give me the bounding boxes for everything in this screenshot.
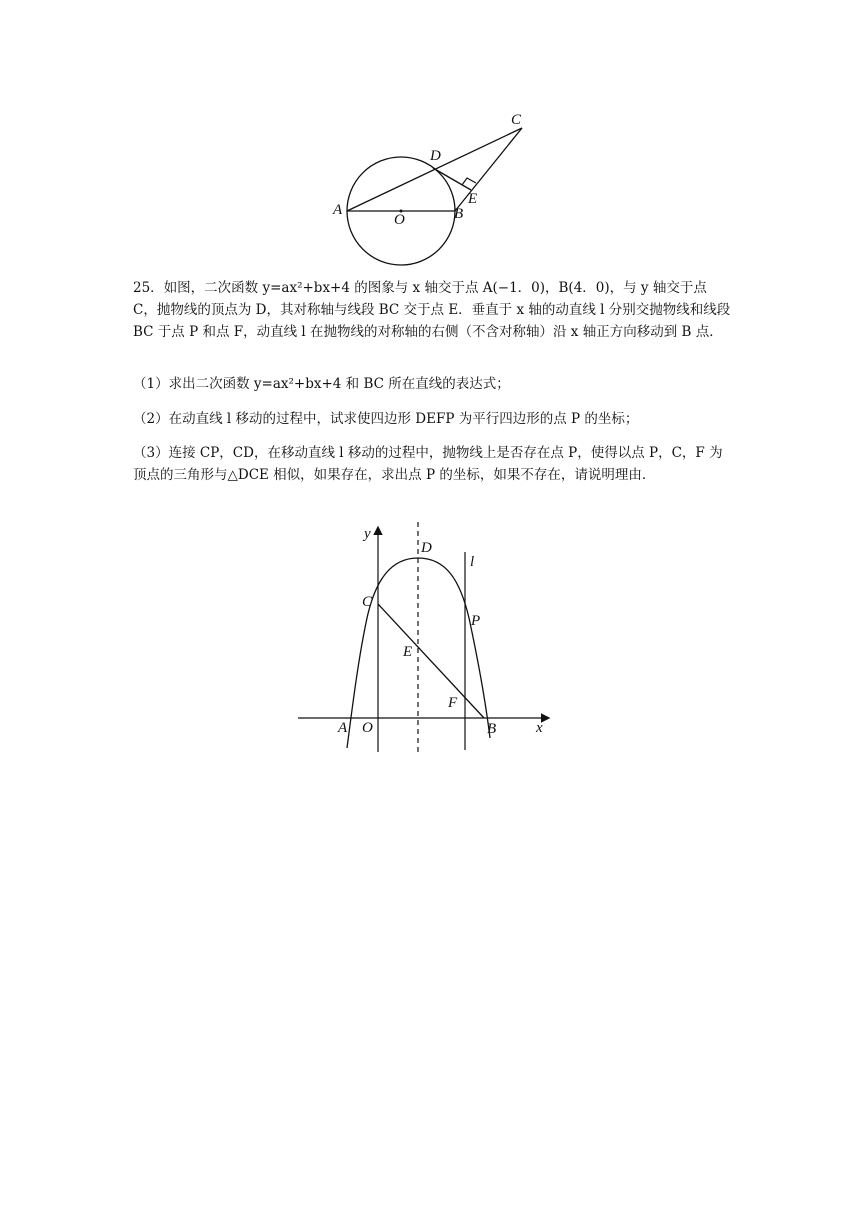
label-y: y — [364, 526, 371, 542]
label-a: A — [338, 720, 348, 736]
segment-bc — [378, 604, 484, 718]
label-o: O — [394, 212, 405, 228]
label-f: F — [448, 695, 458, 711]
parabola-figure — [0, 510, 865, 770]
question-1-text: （1）求出二次函数 y=ax²+bx+4 和 BC 所在直线的表达式； — [133, 376, 510, 392]
label-e: E — [468, 191, 478, 207]
label-b: B — [454, 206, 464, 222]
problem-body: 如图，二次函数 y=ax²+bx+4 的图象与 x 轴交于点 A(−1．0)，B(4．0)，与 y 轴交于点 C，抛物线的顶点为 D，其对称轴与线段 BC 交于点 E．垂直于 x 轴的动直线 l 分别交抛物线和线段 BC 于点 P 和点 F，动直线 l 在抛物线的对称轴的右侧（不含对称轴）沿 x 轴正方向移动到 B 点． — [133, 280, 731, 340]
question-1 — [133, 373, 733, 395]
label-l: l — [470, 554, 475, 570]
label-b: B — [487, 721, 497, 737]
label-o: O — [362, 720, 373, 736]
question-2-text: （2）在动直线 l 移动的过程中，试求使四边形 DEFP 为平行四边形的点 P 的坐标； — [133, 411, 639, 427]
label-x: x — [536, 720, 543, 736]
problem-number: 25． — [133, 280, 164, 296]
question-3-text: （3）连接 CP，CD，在移动直线 l 移动的过程中，抛物线上是否存在点 P，使得以点 P，C，F 为顶点的三角形与△DCE 相似，如果存在，求出点 P 的坐标，如果不存在，请说明理由． — [133, 445, 723, 483]
circle-figure — [0, 0, 865, 270]
right-angle-mark — [462, 178, 476, 185]
label-c: C — [362, 594, 373, 610]
label-p: P — [471, 613, 481, 629]
problem-statement — [133, 277, 733, 343]
label-a: A — [333, 202, 343, 218]
label-d: D — [421, 540, 432, 556]
label-d: D — [430, 148, 441, 164]
label-e: E — [403, 644, 413, 660]
label-c: C — [511, 112, 522, 128]
question-2 — [133, 408, 733, 430]
line-de — [433, 168, 471, 190]
line-bc — [455, 128, 522, 211]
question-3 — [133, 442, 733, 486]
